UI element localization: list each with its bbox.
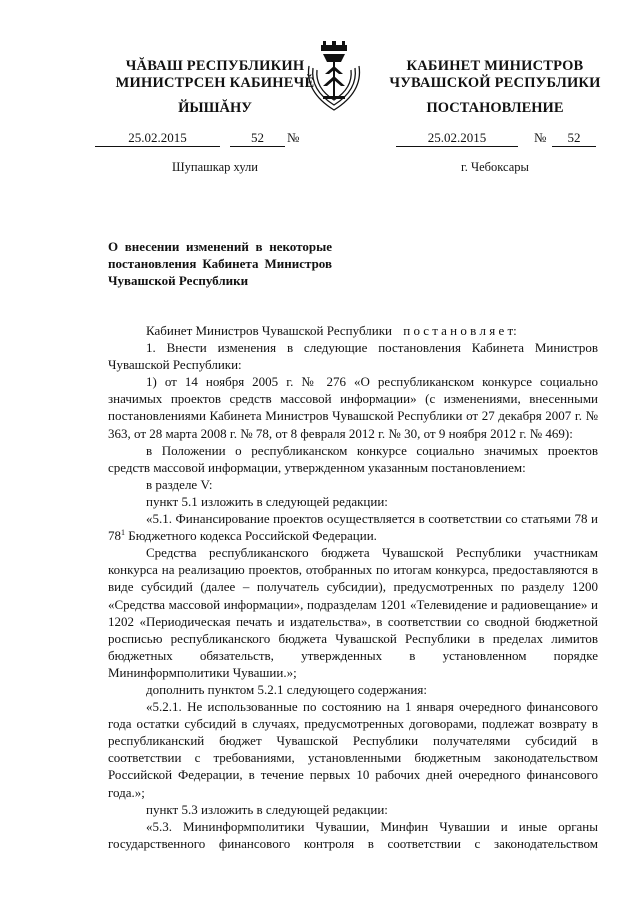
body-paragraph-3: в Положении о республиканском конкурсе социально значимых проектов средств массовой информации, утвержденном указанным постановлением: [108,442,598,475]
left-header-line-1: ЧĂВАШ РЕСПУБЛИКИН [125,58,305,74]
document-subject: О внесении изменений в некоторые постановления Кабинета Министров Чувашской Республики [108,239,332,288]
right-date: 25.02.2015 [427,130,487,145]
body-paragraph-11: «5.3. Мининформполитики Чувашии, Минфин Чувашии и иные органы государственного финансового контроля в соответствии с законодательством [108,818,598,851]
document-body [108,322,598,852]
body-intro-text: Кабинет Министров Чувашской Республики [146,323,392,338]
emblem-icon [301,40,367,116]
body-paragraph-2: 1) от 14 ноября 2005 г. № 276 «О республиканском конкурсе социально значимых проектов средств массовой информации» (с изменениями, внесенными постановлениями Кабинета Министров Чувашской Республики от 27 декабря 2007 г. № 363, от 28 марта 2008 г. № 78, от 8 февраля 2012 г. № 30, от 9 ноября 2012 г. № 469): [108,374,598,441]
body-paragraph-10: пункт 5.3 изложить в следующей редакции: [146,801,388,817]
body-paragraph-6-sup: 1 [121,528,125,538]
body-paragraph-4: в разделе V: [146,476,213,492]
body-paragraph-9: «5.2.1. Не использованные по состоянию на 1 января очередного финансового года остатки субсидий в случаях, предусмотренных договорами, подлежат возврату в республиканский бюджет Чувашской Республики получателями субсидий в соответствии с требованиями, установленными бюджетным законодательством Российской Федерации, в течение первых 10 рабочих дней очередного финансового года.»; [108,699,598,800]
left-no-sign: № [287,130,300,145]
left-header-line-2: МИНИСТРСЕН КАБИНЕЧĔ [115,75,315,91]
right-header-line-2: ЧУВАШСКОЙ РЕСПУБЛИКИ [389,75,601,91]
body-paragraph-6 [108,510,598,544]
right-header-title [375,58,615,92]
body-paragraph-6-a: «5.1. Финансирование проектов осуществляется в соответствии со статьями 78 и 78 [108,511,598,544]
right-no-sign: № [534,130,547,145]
body-paragraph-1: 1. Внести изменения в следующие постановления Кабинета Министров Чувашской Республики: [108,340,598,373]
body-paragraph-7: Средства республиканского бюджета Чувашской Республики участникам конкурса на реализацию проектов, отобранных по итогам конкурса, предоставляются в виде субсидий (далее – получатель субсидии), предусмотренных по разделу 1200 «Средства массовой информации», подразделам 1201 «Телевидение и радиовещание» и 1202 «Периодическая печать и издательства», в соответствии со сводной бюджетной росписью республиканского бюджета Чувашской Республики в пределах лимитов бюджетных обязательств, утвержденных в установленном порядке Мининформполитики Чувашии.»; [108,545,598,680]
body-paragraph-5: пункт 5.1 изложить в следующей редакции: [146,493,388,509]
body-paragraph-6-b: Бюджетного кодекса Российской Федерации. [125,528,377,544]
right-number: 52 [567,130,581,145]
left-date: 25.02.2015 [128,130,187,145]
right-header-line-1: КАБИНЕТ МИНИСТРОВ [406,58,584,74]
right-city: г. Чебоксары [461,160,529,174]
left-city: Шупашкар хули [172,160,258,174]
left-header-title [95,58,335,92]
body-paragraph-8: дополнить пунктом 5.2.1 следующего содержания: [146,681,427,697]
body-intro-verb: п о с т а н о в л я е т: [403,323,517,338]
left-number: 52 [251,130,264,145]
body-intro [108,322,598,339]
left-doc-type: ЙЫШĂНУ [178,100,252,116]
right-doc-type: ПОСТАНОВЛЕНИЕ [426,100,564,116]
